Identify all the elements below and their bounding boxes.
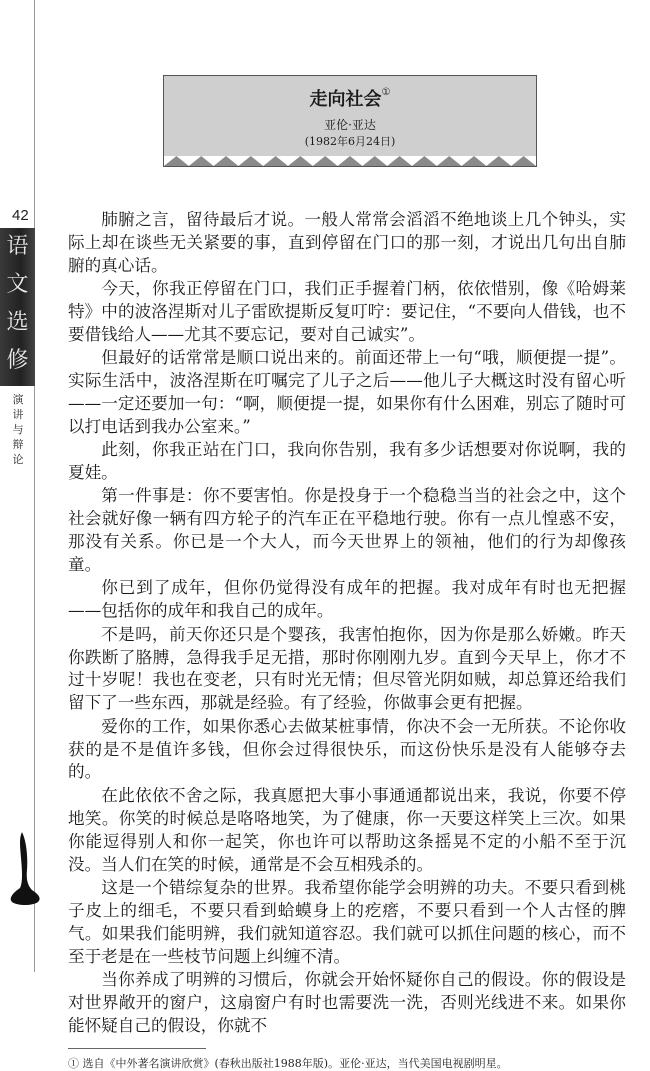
author: 亚伦·亚达 bbox=[324, 118, 376, 132]
zigzag-border bbox=[164, 156, 537, 166]
paragraph: 第一件事是：你不要害怕。你是投身于一个稳稳当当的社会之中，这个社会就好像一辆有四方轮子的汽车正在平稳地行驶。你有一点儿惶惑不安，那没有关系。你已是一个大人，而今天世界上的领袖，他们的行为却像孩童。 bbox=[68, 486, 626, 575]
subtitle-char: 演 bbox=[12, 393, 24, 406]
paragraph: 在此依依不舍之际，我真愿把大事小事通通都说出来，我说，你要不停地笑。你笑的时候总是咯咯地笑，为了健康，你一天要这样笑上三次。如果你能逗得别人和你一起笑，你也许可以帮助这条摇晃不定的小船不至于沉没。当人们在笑的时候，通常是不会互相残杀的。 bbox=[68, 785, 626, 874]
footnote-divider bbox=[68, 1048, 206, 1049]
paragraph: 今天，你我正停留在门口，我们正手握着门柄，依依惜别，像《哈姆莱特》中的波洛涅斯对儿子雷欧提斯反复叮咛：要记住，“不要向人借钱，也不要借钱给人——尤其不要忘记，要对自己诚实”。 bbox=[68, 279, 626, 344]
series-label-bar bbox=[0, 228, 35, 386]
paragraph: 但最好的话常常是顺口说出来的。前面还带上一句“哦，顺便提一提”。实际生活中，波洛涅斯在叮嘱完了儿子之后——他儿子大概这时没有留心听——一定还要加一句：“啊，顺便提一提，如果你有什么困难，别忘了随时可以打电话到我办公室来。” bbox=[68, 348, 626, 436]
article-body bbox=[68, 209, 626, 1071]
volume-subtitle bbox=[8, 392, 28, 467]
series-char: 文 bbox=[6, 272, 29, 297]
footnote: ① 选自《中外著名演讲欣赏》(春秋出版社1988年版)。亚伦·亚达，当代美国电视剧明星。 bbox=[68, 1056, 508, 1070]
subtitle-char: 辩 bbox=[12, 438, 24, 451]
title-box bbox=[163, 75, 537, 167]
margin-rule bbox=[34, 0, 35, 972]
paragraph: 爱你的工作，如果你悉心去做某桩事情，你决不会一无所获。不论你收获的是不是值许多钱，但你会过得很快乐，而这份快乐是没有人能够夺去的。 bbox=[68, 716, 626, 782]
ink-brush-decoration-icon bbox=[8, 830, 44, 910]
paragraph: 此刻，你我正站在门口，我向你告别，我有多少话想要对你说啊，我的夏娃。 bbox=[68, 440, 626, 483]
subtitle-char: 与 bbox=[12, 423, 24, 436]
paragraph: 这是一个错综复杂的世界。我希望你能学会明辨的功夫。不要只看到桃子皮上的细毛，不要只看到蛤蟆身上的疙瘩，不要只看到一个人古怪的脾气。如果我们能明辨，我们就知道容忍。我们就可以抓住问题的核心，而不至于老是在一些枝节问题上纠缠不清。 bbox=[68, 877, 626, 966]
subtitle-char: 讲 bbox=[12, 408, 24, 421]
speech-date: (1982年6月24日) bbox=[304, 135, 396, 148]
paragraph: 肺腑之言，留待最后才说。一般人常常会滔滔不绝地谈上几个钟头，实际上却在谈些无关紧要的事，直到停留在门口的那一刻，才说出几句出自肺腑的真心话。 bbox=[68, 210, 626, 275]
series-char: 选 bbox=[6, 310, 29, 335]
series-char: 语 bbox=[6, 234, 29, 259]
title-text: 走向社会 bbox=[309, 89, 382, 110]
series-char: 修 bbox=[6, 348, 29, 373]
article-title bbox=[164, 88, 536, 112]
footnote-mark[interactable]: ① bbox=[381, 87, 391, 98]
paragraph: 你已到了成年，但你仍觉得没有成年的把握。我对成年有时也无把握——包括你的成年和我自己的成年。 bbox=[68, 578, 626, 621]
page-number: 42 bbox=[12, 207, 29, 224]
paragraph: 不是吗，前天你还只是个婴孩，我害怕抱你，因为你是那么娇嫩。昨天你跌断了胳膊，急得我手足无措，那时你刚刚九岁。直到今天早上，你才不过十岁呢！我也在变老，只有时光无情；但尽管光阴如贼，却总算还给我们留下了一些东西，那就是经验。有了经验，你做事会更有把握。 bbox=[68, 624, 626, 713]
paragraph: 当你养成了明辨的习惯后，你就会开始怀疑你自己的假设。你的假设是对世界敞开的窗户，这扇窗户有时也需要洗一洗，否则光线进不来。如果你能怀疑自己的假设，你就不 bbox=[68, 969, 626, 1035]
subtitle-char: 论 bbox=[12, 453, 24, 466]
